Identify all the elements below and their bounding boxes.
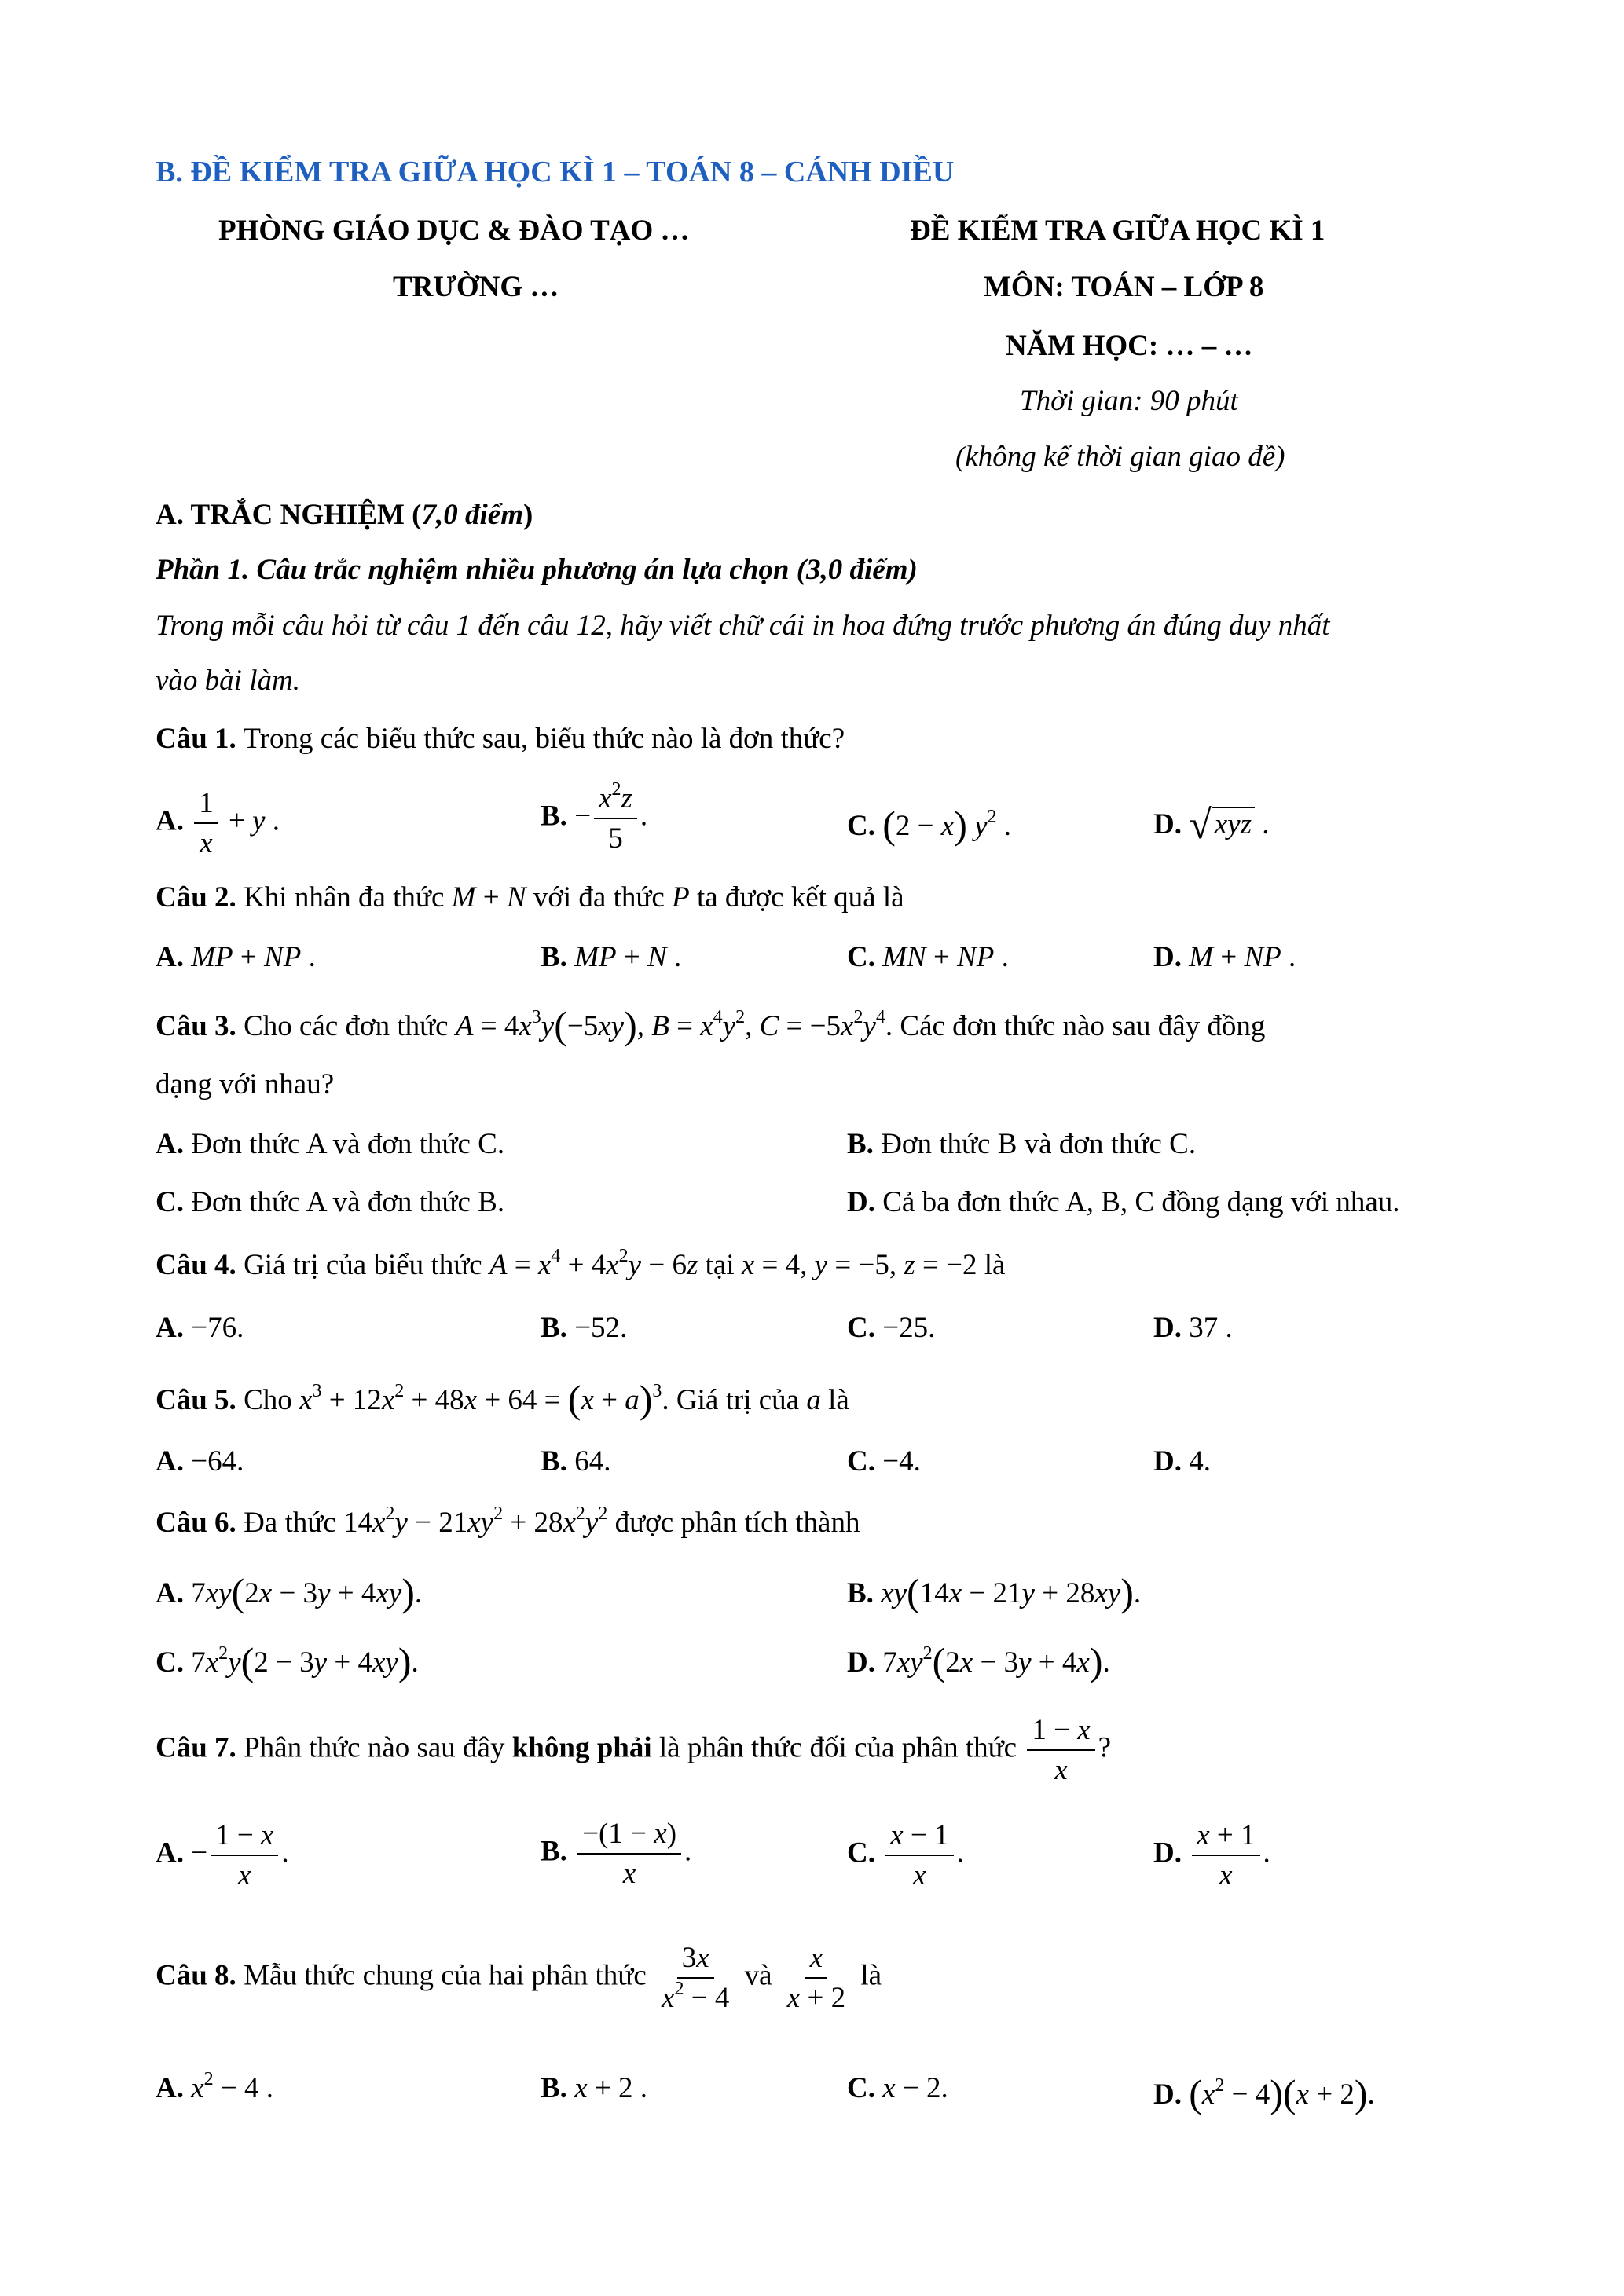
question-3: Câu 3. Cho các đơn thức $A = 4x^3y(-5xy)$, $B = x^4y^2$, $C = -5x^2y^4$. Các đơn thức nào sau đây đồng: [156, 1003, 1266, 1047]
question-7: Câu 7. Phân thức nào sau đây không phải là phân thức đối của phân thức $\frac{1 - x}{x}$ ?: [156, 1714, 1112, 1786]
q2-option-d: D. M + NP .: [1153, 941, 1296, 973]
header-school: TRƯỜNG …: [393, 271, 559, 303]
q8-option-a: A. $x^2 - 4$ .: [156, 2069, 274, 2104]
question-2-text-1: Khi nhân đa thức: [236, 881, 452, 914]
option-letter: D.: [1153, 1445, 1182, 1478]
option-text: 37 .: [1189, 1312, 1233, 1344]
section-a-label: A. TRẮC NGHIỆM (: [156, 499, 422, 531]
question-8-text-3: là: [853, 1959, 882, 1992]
option-letter: A.: [156, 2072, 184, 2104]
q4-option-d: [1153, 1313, 1233, 1342]
option-letter: B.: [541, 2072, 567, 2104]
option-text: −4.: [882, 1445, 921, 1478]
question-3-text-2: . Các đơn thức nào sau đây đồng: [885, 1010, 1266, 1042]
option-text: Đơn thức A và đơn thức C.: [191, 1128, 505, 1160]
option-letter: D.: [847, 1186, 875, 1218]
q1-option-a: A. $\frac{1}{x}$ + y .: [156, 787, 280, 859]
option-text: −64.: [191, 1445, 244, 1478]
q7-option-a: A. − $\frac{1 - x}{x}$ .: [156, 1819, 289, 1891]
option-letter: D.: [1153, 941, 1182, 973]
instruction-line-2: vào bài làm.: [156, 665, 300, 697]
q5-option-d: [1153, 1447, 1211, 1476]
q5-option-a: [156, 1447, 244, 1476]
question-4-text-2: tại: [698, 1249, 742, 1281]
question-5-label: Câu 5.: [156, 1384, 236, 1416]
option-letter: D.: [1153, 2078, 1182, 2111]
question-4-text-1: Giá trị của biểu thức: [236, 1249, 489, 1281]
q6-option-a: A. 7xy(2x − 3y + 4xy).: [156, 1570, 423, 1614]
option-letter: A.: [156, 1128, 184, 1160]
q8-option-d: D. $(x^2 - 4)(x + 2)$.: [1153, 2071, 1375, 2115]
option-letter: C.: [847, 1836, 875, 1869]
question-5-text-1: Cho: [236, 1384, 299, 1416]
option-text: Đơn thức B và đơn thức C.: [881, 1128, 1197, 1160]
document-title: B. ĐỀ KIỂM TRA GIỮA HỌC KÌ 1 – TOÁN 8 – CÁNH DIỀU: [156, 156, 955, 189]
section-a-close: ): [522, 499, 533, 531]
question-5-text-3: là: [820, 1384, 849, 1416]
option-letter: D.: [1153, 1312, 1182, 1344]
option-letter: A.: [156, 1312, 184, 1344]
option-letter: B.: [541, 800, 567, 833]
header-subject: MÔN: TOÁN – LỚP 8: [984, 271, 1264, 303]
question-4-label: Câu 4.: [156, 1249, 236, 1281]
header-exam-name: ĐỀ KIỂM TRA GIỮA HỌC KÌ 1: [910, 214, 1325, 247]
option-letter: C.: [847, 941, 875, 973]
question-7-label: Câu 7.: [156, 1731, 236, 1764]
option-letter: B.: [541, 1445, 567, 1478]
option-letter: C.: [847, 1445, 875, 1478]
option-letter: A.: [156, 1836, 184, 1869]
q7-option-c: C. $\frac{x - 1}{x}$ .: [847, 1819, 964, 1891]
header-duration: Thời gian: 90 phút: [1020, 385, 1238, 417]
q5-option-c: [847, 1447, 921, 1476]
option-letter: C.: [847, 1312, 875, 1344]
q8-option-c: C. x − 2.: [847, 2072, 948, 2104]
option-text: −76.: [191, 1312, 244, 1344]
header-department: PHÒNG GIÁO DỤC & ĐÀO TẠO …: [218, 214, 690, 247]
section-a-points: 7,0 điểm: [421, 499, 523, 531]
option-text: 64.: [574, 1445, 611, 1478]
question-7-text-1: Phân thức nào sau đây: [236, 1731, 512, 1764]
q6-option-d: D. $7xy^2(2x - 3y + 4x)$.: [847, 1639, 1110, 1683]
question-8-text-1: Mẫu thức chung của hai phân thức: [236, 1959, 654, 1992]
option-letter: C.: [847, 810, 875, 842]
option-letter: B.: [541, 1312, 567, 1344]
q7-option-d: D. $\frac{x + 1}{x}$ .: [1153, 1819, 1270, 1891]
option-letter: B.: [541, 1835, 567, 1868]
option-letter: B.: [847, 1577, 874, 1609]
option-letter: A.: [156, 941, 184, 973]
q8-option-b: B. x + 2 .: [541, 2072, 647, 2104]
q6-option-b: B. xy(14x − 21y + 28xy).: [847, 1570, 1142, 1614]
q3-option-b: [847, 1130, 1196, 1159]
option-text: −52.: [574, 1312, 628, 1344]
option-letter: A.: [156, 1577, 184, 1609]
option-letter: A.: [156, 804, 184, 837]
q1-option-d: D. √ xyz .: [1153, 803, 1270, 848]
question-8: Câu 8. Mẫu thức chung của hai phân thức $\frac{3x}{x^2 - 4}$ và $\frac{x}{x + 2}$ là: [156, 1942, 882, 2014]
question-2-label: Câu 2.: [156, 881, 236, 914]
section-a-heading: [156, 500, 533, 529]
question-4: Câu 4. Giá trị của biểu thức $A = x^4 + 4x^2y - 6z$ tại x = 4, y = −5, z = −2 là: [156, 1246, 1006, 1281]
option-letter: D.: [1153, 808, 1182, 840]
option-text: Cả ba đơn thức A, B, C đồng dạng với nhau.: [882, 1186, 1400, 1218]
question-6: Câu 6. Đa thức $14x^2y - 21xy^2 + 28x^2y^2$ được phân tích thành: [156, 1503, 860, 1539]
option-text: −25.: [882, 1312, 936, 1344]
q6-option-c: C. $7x^2y(2 - 3y + 4xy)$.: [156, 1639, 419, 1683]
question-3-text-1: Cho các đơn thức: [236, 1010, 456, 1042]
q4-option-c: [847, 1313, 935, 1342]
question-5: Câu 5. Cho $x^3 + 12x^2 + 48x + 64 = (x + a)^3$. Giá trị của a là: [156, 1377, 849, 1421]
q4-option-b: [541, 1313, 627, 1342]
part-1-heading: Phần 1. Câu trắc nghiệm nhiều phương án lựa chọn (3,0 điểm): [156, 554, 918, 586]
question-7-emphasis: không phải: [511, 1731, 652, 1764]
q5-option-b: [541, 1447, 610, 1476]
q7-option-b: B. $\frac{-(1 - x)}{x}$ .: [541, 1818, 692, 1890]
option-letter: D.: [847, 1646, 875, 1679]
option-text: Đơn thức A và đơn thức B.: [191, 1186, 505, 1218]
question-2-text-2: với đa thức: [526, 881, 673, 914]
header-school-year: NĂM HỌC: … – …: [1006, 330, 1253, 362]
q1-option-b: B. − $\frac{x^2z}{5}$ .: [541, 779, 648, 855]
instruction-line-1: Trong mỗi câu hỏi từ câu 1 đến câu 12, hãy viết chữ cái in hoa đứng trước phương án đúng duy nhất: [156, 610, 1330, 642]
option-letter: B.: [541, 941, 567, 973]
question-1-text: Trong các biểu thức sau, biểu thức nào là đơn thức?: [236, 723, 845, 755]
question-6-text-2: được phân tích thành: [607, 1507, 860, 1539]
question-2: Câu 2. Khi nhân đa thức M + N với đa thức P ta được kết quả là: [156, 881, 904, 914]
question-2-text-3: ta được kết quả là: [689, 881, 904, 914]
q3-option-d: [847, 1188, 1400, 1217]
q2-option-c: C. MN + NP .: [847, 941, 1009, 973]
q4-option-a: [156, 1313, 244, 1342]
option-letter: A.: [156, 1445, 184, 1478]
question-4-text-3: là: [977, 1249, 1006, 1281]
question-6-text-1: Đa thức: [236, 1507, 343, 1539]
option-letter: C.: [156, 1646, 184, 1679]
option-letter: C.: [847, 2072, 875, 2104]
option-text: 4.: [1189, 1445, 1211, 1478]
header-note: (không kể thời gian giao đề): [955, 441, 1285, 473]
option-letter: C.: [156, 1186, 184, 1218]
q2-option-b: B. MP + N .: [541, 941, 682, 973]
q3-option-c: [156, 1188, 504, 1217]
q3-option-a: [156, 1130, 504, 1159]
q2-option-a: A. MP + NP .: [156, 941, 316, 973]
question-1: [156, 724, 845, 753]
question-5-text-2: . Giá trị của: [662, 1384, 807, 1416]
question-8-text-2: và: [737, 1959, 779, 1992]
question-3-line-2: dạng với nhau?: [156, 1068, 335, 1100]
question-6-label: Câu 6.: [156, 1507, 236, 1539]
question-7-text-2: là phân thức đối của phân thức: [651, 1731, 1025, 1764]
question-3-label: Câu 3.: [156, 1010, 236, 1042]
question-8-label: Câu 8.: [156, 1959, 236, 1992]
q1-option-c: C. (2 − x) $y^2$ .: [847, 803, 1012, 847]
option-letter: B.: [847, 1128, 874, 1160]
question-1-label: Câu 1.: [156, 723, 236, 755]
option-letter: D.: [1153, 1836, 1182, 1869]
